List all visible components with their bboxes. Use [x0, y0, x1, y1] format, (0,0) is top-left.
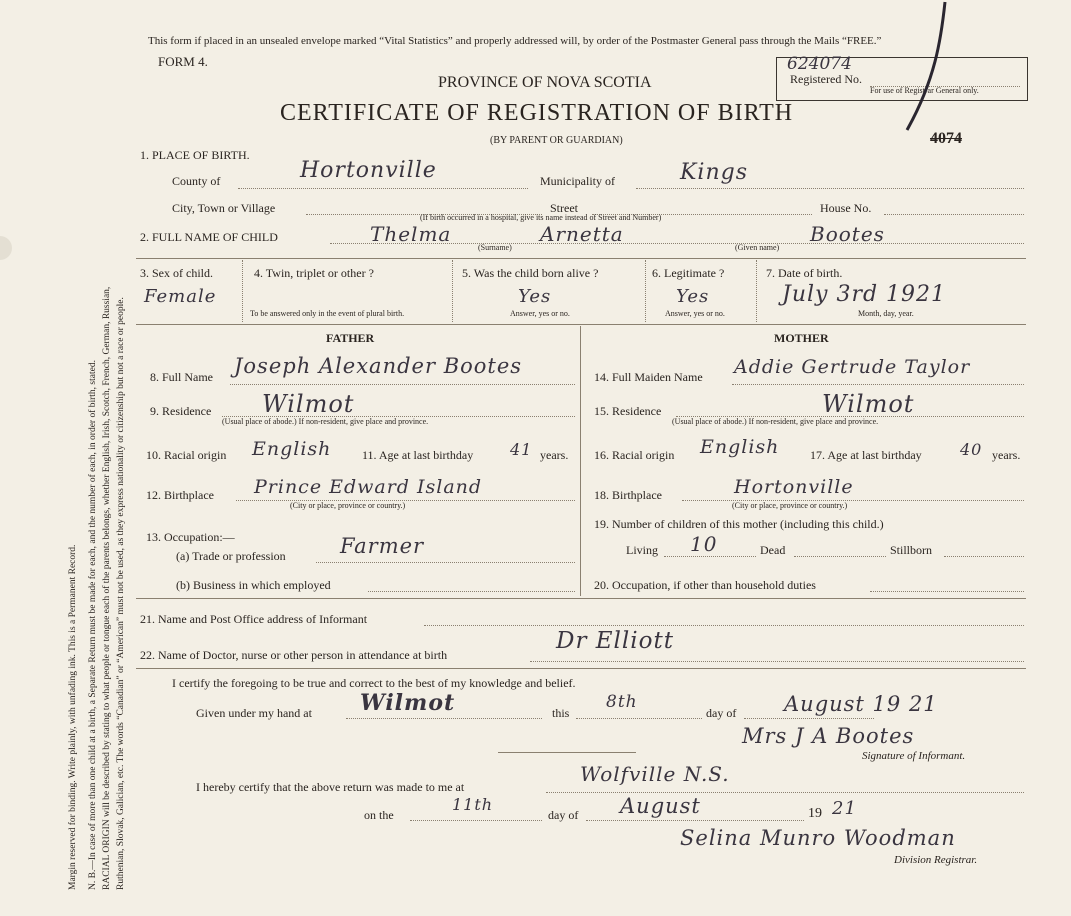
registrar-day: 11th	[452, 795, 494, 814]
mother-residence: Wilmot	[822, 390, 915, 418]
mother-age: 40	[960, 440, 983, 459]
father-name-label: 8. Full Name	[150, 370, 213, 384]
father-racial: English	[252, 438, 332, 460]
father-age: 41	[510, 440, 533, 459]
postal-note: This form if placed in an unsealed envelope marked “Vital Statistics” and properly addressed will, by order of the Postmaster General pass through the Mails “FREE.”	[148, 35, 882, 47]
registrar-year: 19	[808, 806, 822, 821]
dead-label: Dead	[760, 543, 786, 557]
mother-age-unit: years.	[992, 448, 1021, 462]
date-label: 7. Date of birth.	[766, 266, 843, 280]
mother-racial: English	[700, 436, 780, 458]
mother-birthplace-label: 18. Birthplace	[594, 488, 662, 502]
children-count-label: 19. Number of children of this mother (including this child.)	[594, 517, 884, 531]
father-birthplace-note: (City or place, province or country.)	[290, 501, 406, 510]
registrar-day-of-label: day of	[548, 808, 579, 822]
stillborn-label: Stillborn	[890, 543, 933, 557]
hospital-note: (If birth occurred in a hospital, give its name instead of Street and Number)	[420, 213, 662, 222]
this-label: this	[552, 706, 570, 720]
house-no-label: House No.	[820, 201, 872, 215]
mother-residence-note: (Usual place of abode.) If non-resident, give place and province.	[672, 417, 879, 426]
father-heading: FATHER	[326, 331, 375, 345]
registrar-place: Wolfville N.S.	[580, 762, 730, 786]
on-the-label: on the	[364, 808, 394, 822]
margin-note-4: Ruthenian, Slovak, Galician, etc. The words “Canadian” or “American” must not be used, as they express nationality or citizenship but not a race or people.	[116, 297, 126, 890]
mother-racial-label: 16. Racial origin	[594, 448, 675, 462]
day-of-label: day of	[706, 706, 737, 720]
father-age-unit: years.	[540, 448, 569, 462]
father-residence: Wilmot	[262, 390, 355, 418]
father-residence-label: 9. Residence	[150, 404, 212, 418]
alive-label: 5. Was the child born alive ?	[462, 266, 599, 280]
informant-signature: Mrs J A Bootes	[742, 724, 915, 748]
child-name-label: 2. FULL NAME OF CHILD	[140, 230, 278, 244]
father-birthplace-label: 12. Birthplace	[146, 488, 214, 502]
given-day: 8th	[606, 692, 638, 712]
margin-note-2: N. B.—In case of more than one child at a birth, a Separate Return must be made for each, and the number of each, in order of birth, stated.	[88, 360, 98, 890]
alive-note: Answer, yes or no.	[510, 309, 570, 318]
margin-note-1: Margin reserved for binding. Write plainly, with unfading ink. This is a Permanent Record.	[68, 544, 78, 890]
trade-label: (a) Trade or profession	[176, 549, 286, 563]
business-label: (b) Business in which employed	[176, 578, 331, 592]
mother-heading: MOTHER	[774, 331, 829, 345]
doctor-label: 22. Name of Doctor, nurse or other person in attendance at birth	[140, 648, 448, 662]
county-label: County of	[172, 174, 221, 188]
twin-note: To be answered only in the event of plural birth.	[250, 309, 405, 318]
registered-number: 624074	[787, 54, 852, 74]
given-name-caption: (Given name)	[735, 243, 780, 252]
pen-mark	[895, 0, 955, 140]
twin-label: 4. Twin, triplet or other ?	[254, 266, 374, 280]
doctor-value: Dr Elliott	[556, 628, 674, 654]
trade-value: Farmer	[340, 534, 425, 558]
place-of-birth-label: 1. PLACE OF BIRTH.	[140, 148, 250, 162]
given-month-year: August 19 21	[784, 692, 938, 716]
sex-value: Female	[144, 286, 217, 307]
registrar-signature: Selina Munro Woodman	[680, 826, 956, 850]
street-label: Street	[550, 201, 578, 215]
old-number: 4074	[930, 130, 962, 147]
father-racial-label: 10. Racial origin	[146, 448, 227, 462]
father-residence-note: (Usual place of abode.) If non-resident, give place and province.	[222, 417, 429, 426]
father-birthplace: Prince Edward Island	[254, 476, 483, 498]
mother-residence-label: 15. Residence	[594, 404, 662, 418]
city-label: City, Town or Village	[172, 201, 276, 215]
mother-name: Addie Gertrude Taylor	[734, 356, 971, 378]
certificate-title: CERTIFICATE OF REGISTRATION OF BIRTH	[280, 100, 794, 126]
sex-label: 3. Sex of child.	[140, 266, 213, 280]
legitimate-label: 6. Legitimate ?	[652, 266, 725, 280]
child-given-name: Thelma	[370, 222, 452, 246]
legitimate-note: Answer, yes or no.	[665, 309, 725, 318]
margin-note-3: RACIAL ORIGIN will be described by stating to what people or tongue each of the parents belongs, whether English, Irish, Scotch, French, German, Russian,	[102, 286, 112, 890]
certificate-subtitle: (BY PARENT OR GUARDIAN)	[490, 135, 623, 146]
mother-occupation-label: 20. Occupation, if other than household duties	[594, 578, 816, 592]
mother-birthplace: Hortonville	[734, 476, 854, 498]
father-occupation-label: 13. Occupation:—	[146, 530, 235, 544]
municipality-value: Kings	[680, 160, 749, 185]
surname-caption: (Surname)	[478, 243, 512, 252]
given-place: Wilmot	[360, 690, 456, 716]
form-number: FORM 4.	[158, 54, 208, 69]
living-label: Living	[626, 543, 658, 557]
signature-informant-caption: Signature of Informant.	[862, 750, 966, 762]
date-note: Month, day, year.	[858, 309, 914, 318]
province-title: PROVINCE OF NOVA SCOTIA	[438, 74, 652, 91]
date-value: July 3rd 1921	[782, 282, 947, 307]
informant-label: 21. Name and Post Office address of Informant	[140, 612, 368, 626]
registrar-year-hand: 21	[832, 798, 857, 819]
division-registrar-caption: Division Registrar.	[894, 854, 978, 866]
margin-notes	[0, 0, 135, 916]
father-name: Joseph Alexander Bootes	[234, 354, 523, 378]
municipality-label: Municipality of	[540, 174, 615, 188]
child-surname: Bootes	[810, 222, 885, 246]
mother-name-label: 14. Full Maiden Name	[594, 370, 703, 384]
registrar-month: August	[620, 794, 701, 818]
living-value: 10	[690, 532, 718, 556]
certify-statement: I certify the foregoing to be true and correct to the best of my knowledge and belief.	[172, 676, 576, 690]
registered-label: Registered No.	[790, 72, 862, 86]
given-under-label: Given under my hand at	[196, 706, 312, 720]
registrar-use-note: For use of Registrar General only.	[870, 86, 979, 95]
legitimate-value: Yes	[676, 286, 710, 307]
alive-value: Yes	[518, 286, 552, 307]
child-middle-name: Arnetta	[540, 222, 624, 246]
mother-age-label: 17. Age at last birthday	[810, 448, 922, 462]
father-age-label: 11. Age at last birthday	[362, 448, 474, 462]
county-value: Hortonville	[300, 158, 437, 183]
return-statement: I hereby certify that the above return was made to me at	[196, 780, 465, 794]
mother-birthplace-note: (City or place, province or country.)	[732, 501, 848, 510]
